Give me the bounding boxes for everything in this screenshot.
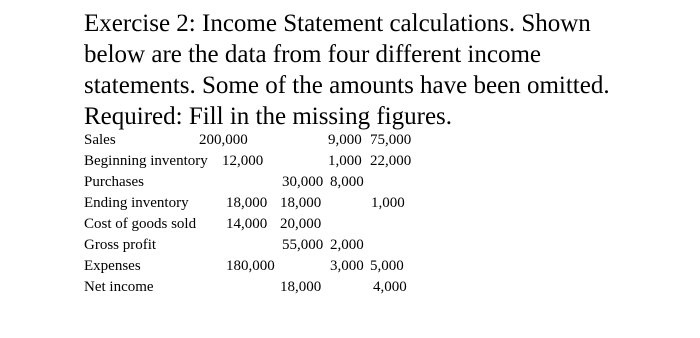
table-row-gross-profit xyxy=(84,235,684,256)
heading-line: below are the data from four different income xyxy=(84,41,541,68)
cell-value: 4,000 xyxy=(373,279,407,295)
cell-value: 75,000 xyxy=(370,132,412,148)
cell-value: 14,000 xyxy=(226,216,268,232)
cell-value: 180,000 xyxy=(226,258,275,274)
table-row-net-income xyxy=(84,277,684,298)
cell-value: 200,000 xyxy=(199,132,248,148)
cell-value: 1,000 xyxy=(328,153,362,169)
heading-line: Exercise 2: Income Statement calculations. Shown xyxy=(84,10,591,37)
row-label: Net income xyxy=(84,279,154,295)
cell-value: 12,000 xyxy=(222,153,264,169)
cell-value: 30,000 xyxy=(282,174,324,190)
cell-value: 8,000 xyxy=(330,174,364,190)
cell-value: 1,000 xyxy=(371,195,405,211)
cell-value: 5,000 xyxy=(370,258,404,274)
income-statement-table xyxy=(84,130,684,300)
cell-value: 18,000 xyxy=(280,279,322,295)
table-row-sales xyxy=(84,130,684,151)
exercise-heading xyxy=(84,8,684,132)
cell-value: 18,000 xyxy=(280,195,322,211)
cell-value: 9,000 xyxy=(328,132,362,148)
table-row-beginning-inventory xyxy=(84,151,684,172)
heading-line: statements. Some of the amounts have been omitted. xyxy=(84,72,610,99)
cell-value: 3,000 xyxy=(330,258,364,274)
cell-value: 55,000 xyxy=(282,237,324,253)
cell-value: 22,000 xyxy=(370,153,412,169)
table-row-ending-inventory xyxy=(84,193,684,214)
table-row-purchases xyxy=(84,172,684,193)
cell-value: 20,000 xyxy=(280,216,322,232)
cell-value: 18,000 xyxy=(226,195,268,211)
cell-value: 2,000 xyxy=(330,237,364,253)
row-label: Expenses xyxy=(84,258,141,274)
row-label: Beginning inventory xyxy=(84,153,208,169)
heading-line: Required: Fill in the missing figures. xyxy=(84,103,453,130)
table-row-cost-of-goods-sold xyxy=(84,214,684,235)
row-label: Gross profit xyxy=(84,237,157,253)
row-label: Sales xyxy=(84,132,116,148)
row-label: Cost of goods sold xyxy=(84,216,197,232)
table-row-expenses xyxy=(84,256,684,277)
row-label: Ending inventory xyxy=(84,195,189,211)
row-label: Purchases xyxy=(84,174,144,190)
